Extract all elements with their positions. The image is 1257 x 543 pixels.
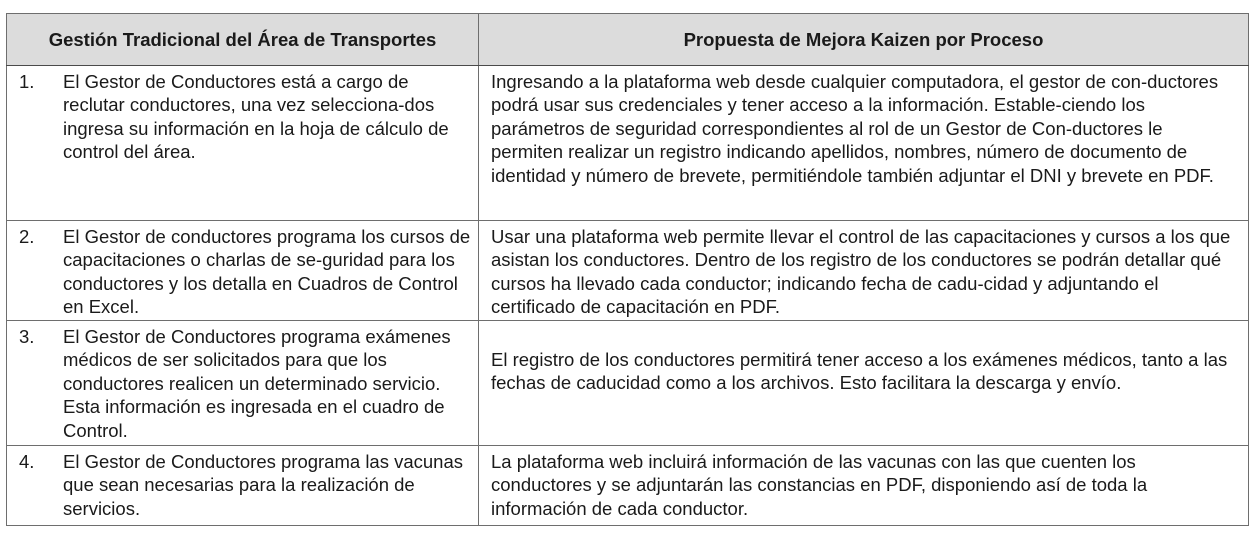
traditional-cell	[7, 221, 479, 321]
kaizen-text: Ingresando a la plataforma web desde cualquier computadora, el gestor de con-ductores podrá usar sus credenciales y tener acceso a la información. Estable-ciendo los parámetros de seguridad correspondientes al rol de un Gestor de Con-ductores le permiten realizar un registro indicando apellidos, nombres, número de documento de identidad y número de brevete, permitiéndole también adjuntar el DNI y brevete en PDF.	[491, 71, 1219, 186]
kaizen-cell	[479, 66, 1249, 221]
item-number: 2.	[19, 226, 35, 247]
header-row	[7, 14, 1249, 66]
item-number: 3.	[19, 326, 35, 347]
kaizen-cell	[479, 221, 1249, 321]
kaizen-text: Usar una plataforma web permite llevar el control de las capacitaciones y cursos a los que asistan los conductores. Dentro de los registro de los conductores se podrán detallar qué cursos ha llevado cada conductor; indicando fecha de cadu-cidad y adjuntando el certificado de capacitación en PDF.	[491, 226, 1231, 318]
kaizen-cell	[479, 321, 1249, 446]
table-row	[7, 66, 1249, 221]
table-row	[7, 446, 1249, 526]
table-row	[7, 221, 1249, 321]
header-traditional: Gestión Tradicional del Área de Transportes	[7, 14, 479, 66]
kaizen-text: La plataforma web incluirá información de las vacunas con las que cuenten los conductores y se adjuntarán las constancias en PDF, disponiendo así de toda la información de cada conductor.	[491, 451, 1148, 519]
traditional-cell	[7, 321, 479, 446]
traditional-text: El Gestor de Conductores está a cargo de reclutar conductores, una vez selecciona-dos ingresa su información en la hoja de cálculo de control del área.	[63, 71, 449, 163]
comparison-table	[6, 13, 1249, 526]
table-row	[7, 321, 1249, 446]
traditional-text: El Gestor de conductores programa los cursos de capacitaciones o charlas de se-guridad para los conductores y los detalla en Cuadros de Control en Excel.	[63, 226, 471, 318]
item-number: 4.	[19, 451, 35, 472]
header-kaizen: Propuesta de Mejora Kaizen por Proceso	[479, 14, 1249, 66]
kaizen-text: El registro de los conductores permitirá tener acceso a los exámenes médicos, tanto a las fechas de caducidad como a los archivos. Esto facilitara la descarga y envío.	[491, 349, 1228, 394]
traditional-text: El Gestor de Conductores programa exámenes médicos de ser solicitados para que los conductores realicen un determinado servicio. Esta información es ingresada en el cuadro de Control.	[63, 326, 451, 441]
traditional-cell	[7, 66, 479, 221]
traditional-text: El Gestor de Conductores programa las vacunas que sean necesarias para la realización de servicios.	[63, 451, 464, 519]
item-number: 1.	[19, 71, 35, 92]
traditional-cell	[7, 446, 479, 526]
kaizen-cell	[479, 446, 1249, 526]
